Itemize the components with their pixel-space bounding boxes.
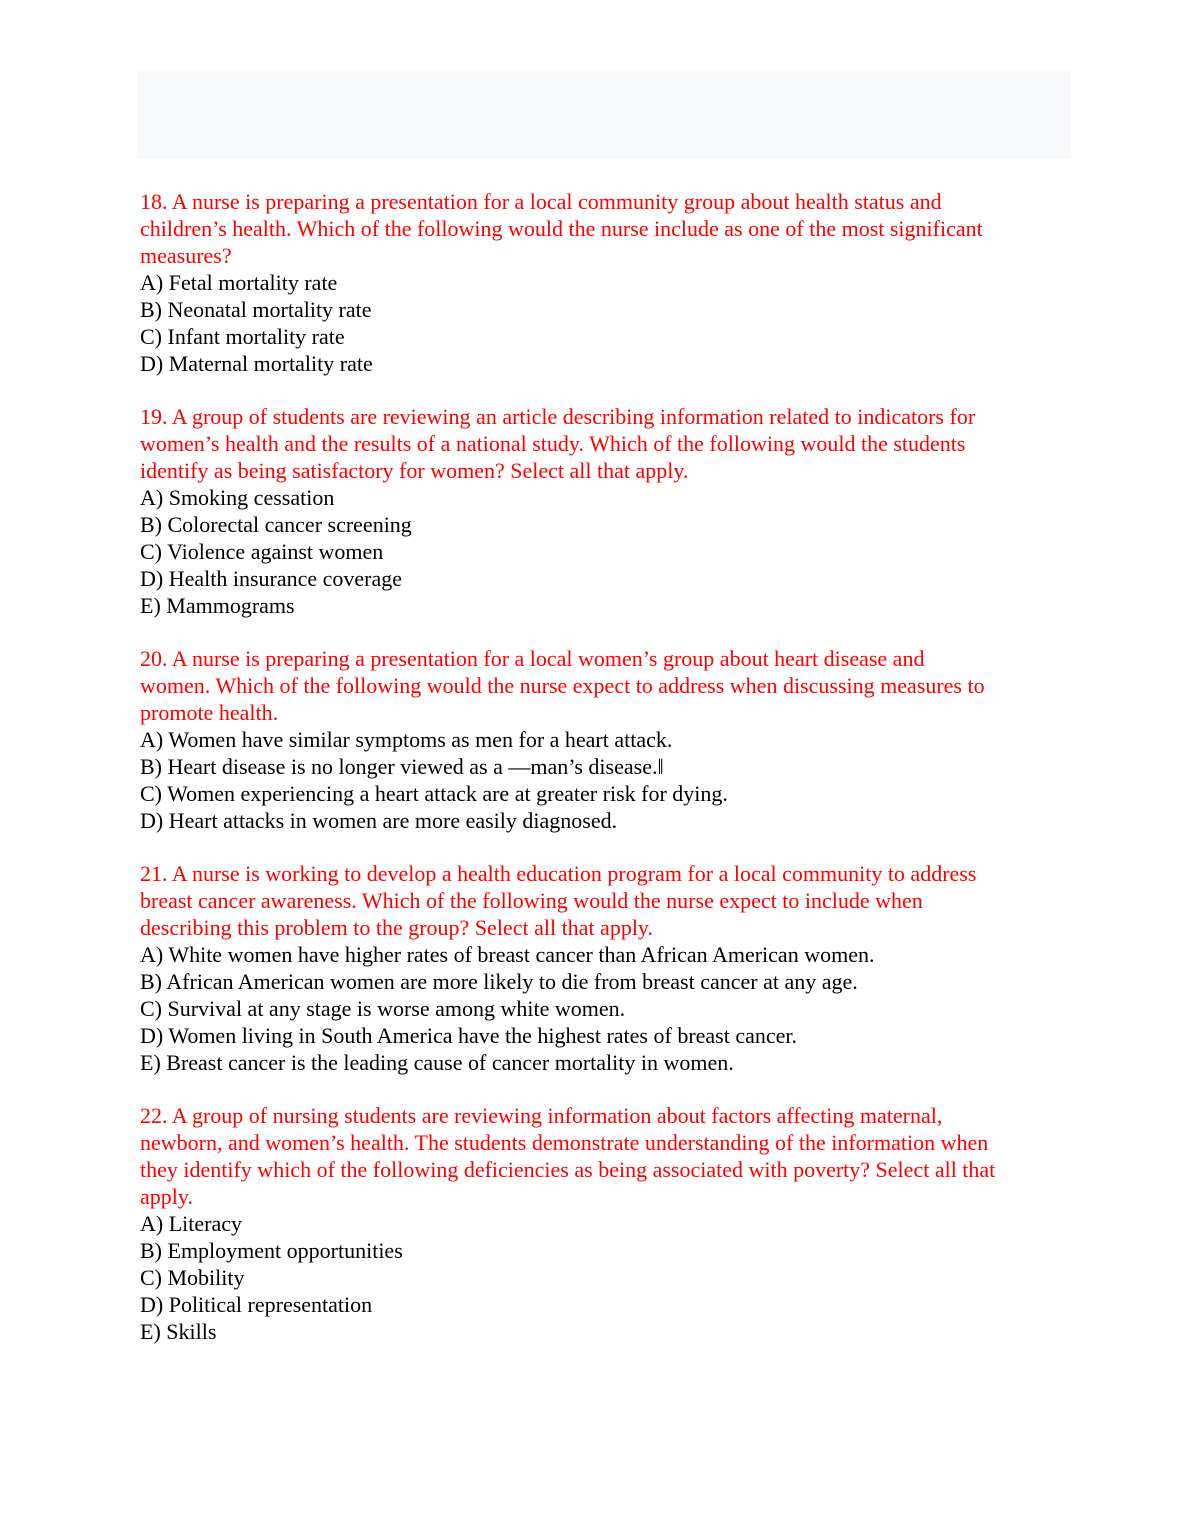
answer-option: A) Smoking cessation <box>140 485 335 510</box>
question-stem: 19. A group of students are reviewing an article describing information related to indicators for women’s health and the results of a national study. Which of the following would the students identify as being satisfactory for women? Select all that apply. <box>140 404 976 483</box>
answer-option: C) Women experiencing a heart attack are at greater risk for dying. <box>140 781 728 806</box>
header-band <box>137 70 1071 159</box>
answer-option: C) Mobility <box>140 1265 245 1290</box>
answer-option: A) Literacy <box>140 1211 242 1236</box>
answer-option: A) White women have higher rates of breast cancer than African American women. <box>140 942 875 967</box>
question-22 <box>140 1102 1060 1345</box>
question-stem: 20. A nurse is preparing a presentation for a local women’s group about heart disease and women. Which of the following would the nurse expect to address when discussing measures to promote health. <box>140 646 985 725</box>
answer-option: D) Maternal mortality rate <box>140 351 373 376</box>
question-20 <box>140 645 1060 834</box>
answer-option: E) Skills <box>140 1319 217 1344</box>
question-stem: 21. A nurse is working to develop a health education program for a local community to address breast cancer awareness. Which of the following would the nurse expect to include when describing this problem to the group? Select all that apply. <box>140 861 977 940</box>
answer-option: D) Heart attacks in women are more easily diagnosed. <box>140 808 618 833</box>
answer-options <box>140 726 1060 834</box>
answer-option: B) Colorectal cancer screening <box>140 512 412 537</box>
answer-options <box>140 484 1060 619</box>
answer-option: B) Employment opportunities <box>140 1238 403 1263</box>
answer-options <box>140 1210 1060 1345</box>
answer-option: C) Infant mortality rate <box>140 324 345 349</box>
answer-option: D) Women living in South America have the highest rates of breast cancer. <box>140 1023 798 1048</box>
answer-option: B) African American women are more likely to die from breast cancer at any age. <box>140 969 858 994</box>
answer-option: A) Women have similar symptoms as men for a heart attack. <box>140 727 673 752</box>
answer-option: B) Neonatal mortality rate <box>140 297 372 322</box>
question-stem: 22. A group of nursing students are reviewing information about factors affecting maternal, newborn, and women’s health. The students demonstrate understanding of the information when they identify which of the following deficiencies as being associated with poverty? Select all that apply. <box>140 1103 996 1209</box>
question-stem: 18. A nurse is preparing a presentation for a local community group about health status and children’s health. Which of the following would the nurse include as one of the most significant measures? <box>140 189 983 268</box>
question-list <box>140 188 1060 1371</box>
answer-option: C) Survival at any stage is worse among white women. <box>140 996 626 1021</box>
answer-option: E) Breast cancer is the leading cause of cancer mortality in women. <box>140 1050 734 1075</box>
question-19 <box>140 403 1060 619</box>
answer-option: E) Mammograms <box>140 593 295 618</box>
answer-option: D) Health insurance coverage <box>140 566 403 591</box>
question-21 <box>140 860 1060 1076</box>
answer-option: C) Violence against women <box>140 539 384 564</box>
answer-options <box>140 269 1060 377</box>
answer-options <box>140 941 1060 1076</box>
answer-option: D) Political representation <box>140 1292 373 1317</box>
answer-option: A) Fetal mortality rate <box>140 270 338 295</box>
answer-option: B) Heart disease is no longer viewed as a ―man’s disease.‖ <box>140 754 664 779</box>
question-18 <box>140 188 1060 377</box>
